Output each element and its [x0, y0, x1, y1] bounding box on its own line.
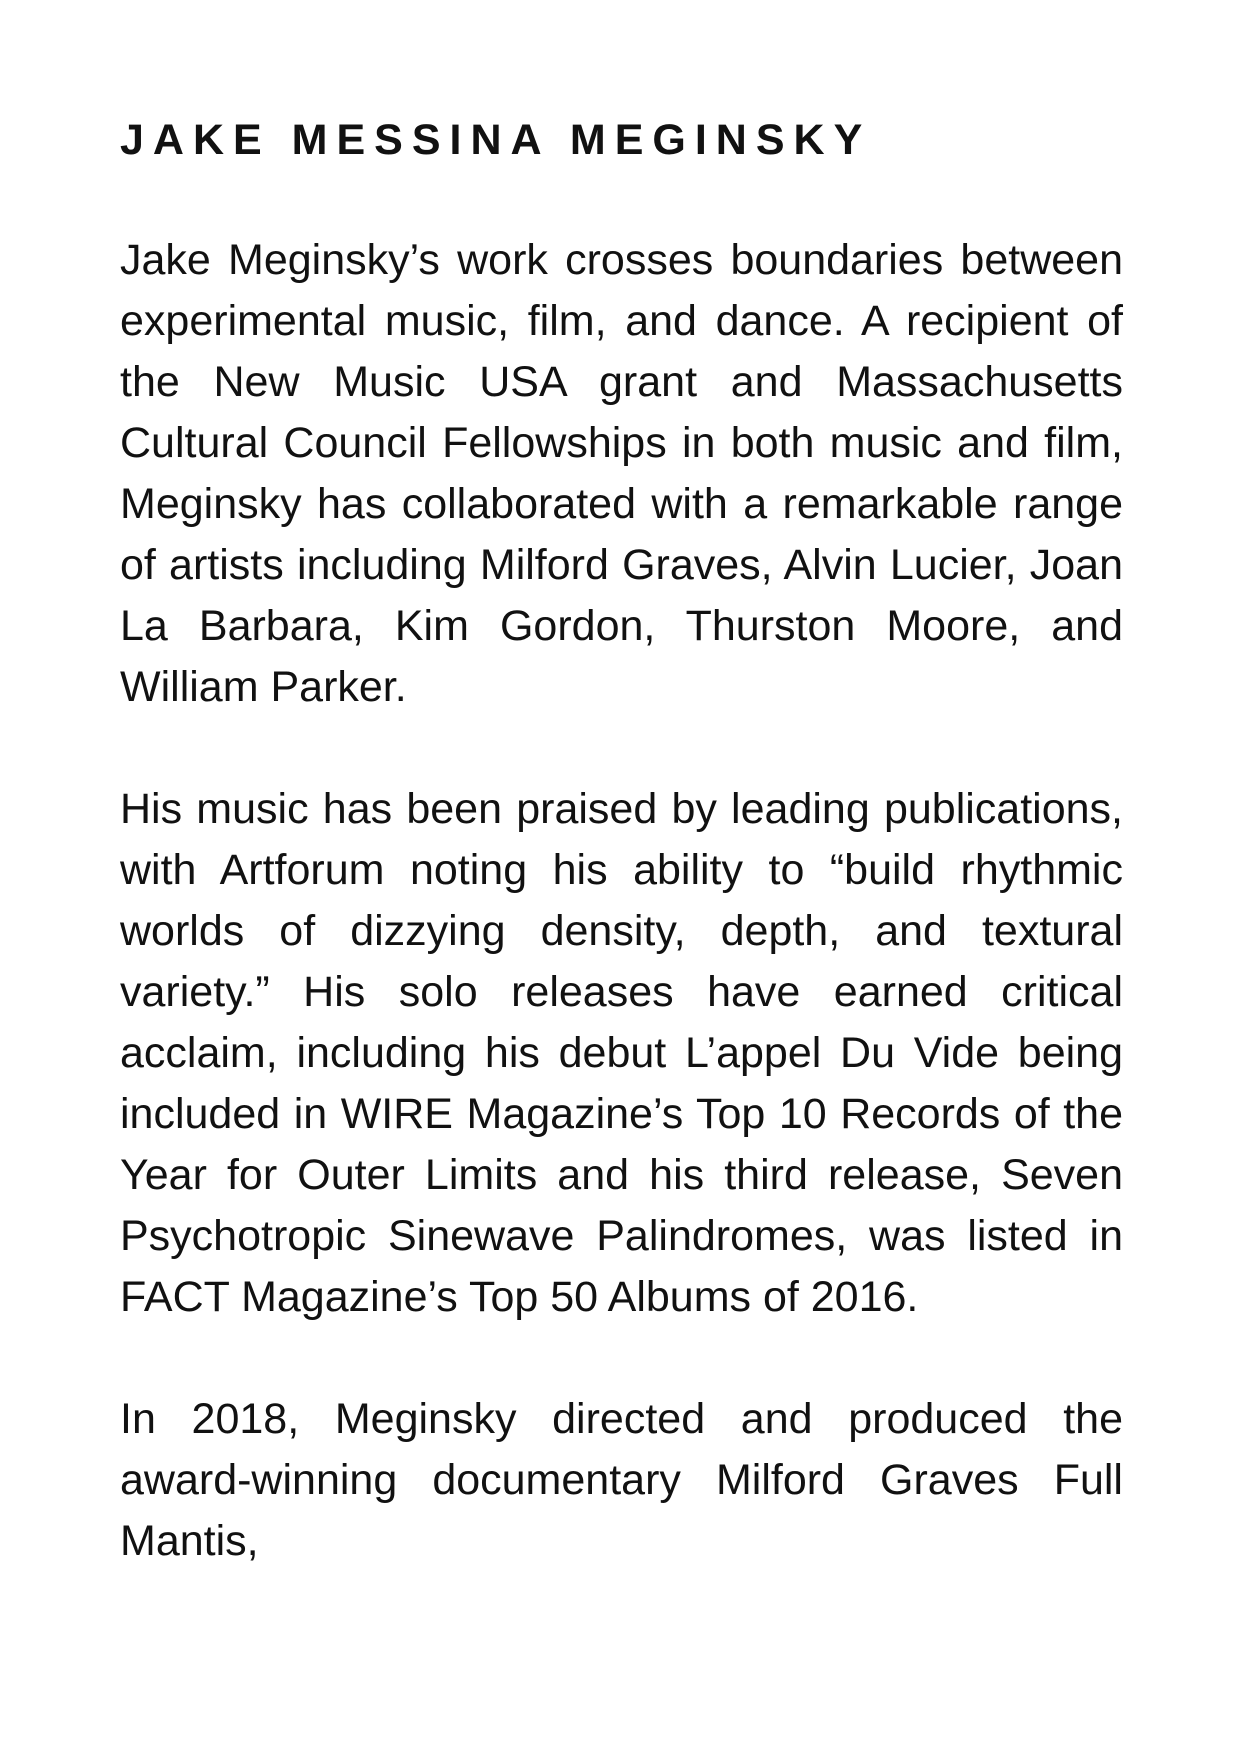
bio-paragraph-documentary: In 2018, Meginsky directed and produced the award-winning documentary Milford Graves Full Mantis,: [120, 1395, 1123, 1565]
bio-paragraph-releases: His music has been praised by leading publications, with Artforum noting his ability to “build rhythmic worlds of dizzying density, depth, and textural variety.” His solo releases have earned critical acclaim, including his debut L’appel Du Vide being included in WIRE Magazine’s Top 10 Records of the Year for Outer Limits and his third release, Seven Psychotropic Sinewave Palindromes, was listed in FACT Magazine’s Top 50 Albums of 2016.: [120, 785, 1123, 1321]
bio-paragraph-collaborations: Jake Meginsky’s work crosses boundaries between experimental music, film, and dance. A recipient of the New Music USA grant and Massachusetts Cultural Council Fellowships in both music and film, Meginsky has collaborated with a remarkable range of artists including Milford Graves, Alvin Lucier, Joan La Barbara, Kim Gordon, Thurston Moore, and William Parker.: [120, 236, 1123, 711]
artist-name-heading: JAKE MESSINA MEGINSKY: [120, 116, 872, 164]
bio-content: [120, 112, 1123, 1572]
